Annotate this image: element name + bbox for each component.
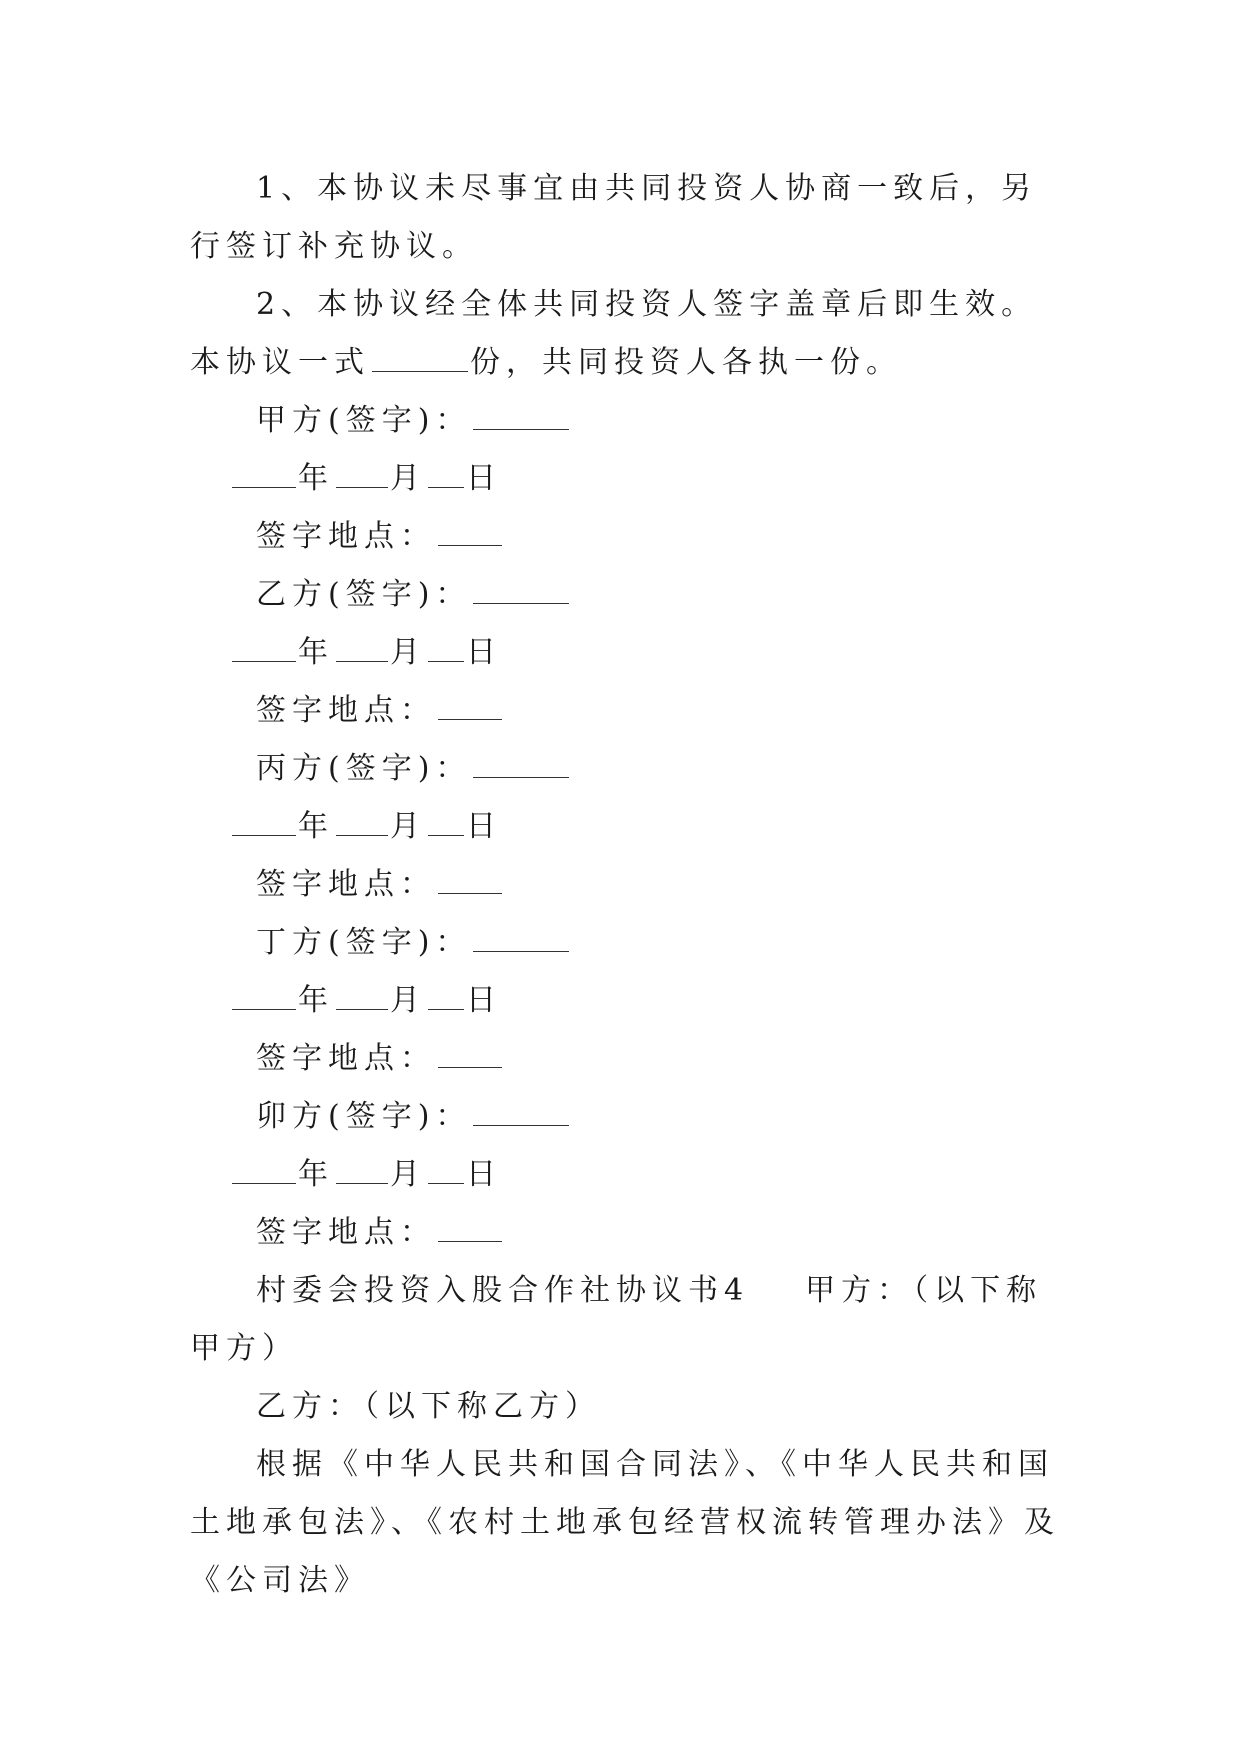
month-blank: [336, 1153, 388, 1184]
party-label: 甲方(签字)：: [256, 403, 472, 438]
day-label: 日: [466, 635, 502, 670]
clause-1: [190, 160, 1060, 276]
party-label: 乙方(签字)：: [256, 577, 472, 612]
year-blank: [232, 1153, 296, 1184]
month-blank: [336, 631, 388, 662]
signature-party-b: [190, 566, 1060, 624]
day-label: 日: [466, 1157, 502, 1192]
place-blank: [438, 1211, 502, 1242]
clause-2-text-b: 份，共同投资人各执一份。: [470, 345, 902, 380]
place-blank: [438, 863, 502, 894]
day-blank: [428, 457, 464, 488]
day-blank: [428, 1153, 464, 1184]
signature-blank: [473, 1095, 569, 1126]
place-label: 签字地点：: [256, 693, 436, 728]
signature-date-d: [190, 972, 1060, 1030]
year-blank: [232, 457, 296, 488]
party-label: 卯方(签字)：: [256, 1099, 472, 1134]
signature-party-a: [190, 392, 1060, 450]
signature-blank: [473, 573, 569, 604]
next-doc-basis: [190, 1436, 1060, 1610]
clause-2-text-a: 2、本协议经全体共同投资人签字盖章后即生效。本协议一式: [190, 287, 1038, 380]
place-blank: [438, 1037, 502, 1068]
year-label: 年: [298, 983, 334, 1018]
place-label: 签字地点：: [256, 1215, 436, 1250]
year-label: 年: [298, 635, 334, 670]
month-blank: [336, 457, 388, 488]
year-label: 年: [298, 809, 334, 844]
month-label: 月: [390, 983, 426, 1018]
signature-blank: [473, 921, 569, 952]
month-label: 月: [390, 461, 426, 496]
signature-date-e: [190, 1146, 1060, 1204]
signature-blank: [473, 747, 569, 778]
clause-2: [190, 276, 1060, 392]
month-label: 月: [390, 635, 426, 670]
document-page: [190, 160, 1060, 1610]
party-label: 丙方(签字)：: [256, 751, 472, 786]
signature-party-e: [190, 1088, 1060, 1146]
month-blank: [336, 979, 388, 1010]
place-label: 签字地点：: [256, 867, 436, 902]
place-label: 签字地点：: [256, 519, 436, 554]
signature-date-b: [190, 624, 1060, 682]
next-doc-basis-text: 根据《中华人民共和国合同法》、《中华人民共和国土地承包法》、《农村土地承包经营权流转管理办法》及《公司法》: [190, 1447, 1060, 1598]
place-blank: [438, 689, 502, 720]
year-blank: [232, 805, 296, 836]
signature-place-b: [190, 682, 1060, 740]
next-doc-title-line: [190, 1262, 1060, 1378]
day-blank: [428, 979, 464, 1010]
year-label: 年: [298, 461, 334, 496]
year-blank: [232, 979, 296, 1010]
month-label: 月: [390, 809, 426, 844]
copies-blank: [372, 341, 468, 372]
day-label: 日: [466, 983, 502, 1018]
month-label: 月: [390, 1157, 426, 1192]
signature-party-c: [190, 740, 1060, 798]
signature-place-e: [190, 1204, 1060, 1262]
signature-date-c: [190, 798, 1060, 856]
signature-blank: [473, 399, 569, 430]
signature-place-c: [190, 856, 1060, 914]
day-label: 日: [466, 461, 502, 496]
next-doc-title: 村委会投资入股合作社协议书4: [256, 1273, 750, 1308]
year-label: 年: [298, 1157, 334, 1192]
year-blank: [232, 631, 296, 662]
signature-date-a: [190, 450, 1060, 508]
month-blank: [336, 805, 388, 836]
next-doc-party-b: 乙方：（以下称乙方）: [256, 1389, 601, 1424]
day-label: 日: [466, 809, 502, 844]
clause-1-text: 1、本协议未尽事宜由共同投资人协商一致后，另行签订补充协议。: [190, 171, 1038, 264]
signature-place-d: [190, 1030, 1060, 1088]
party-label: 丁方(签字)：: [256, 925, 472, 960]
next-doc-party-a: 甲方：（以下称甲方）: [190, 1273, 1043, 1366]
signature-party-d: [190, 914, 1060, 972]
day-blank: [428, 631, 464, 662]
place-label: 签字地点：: [256, 1041, 436, 1076]
signature-place-a: [190, 508, 1060, 566]
place-blank: [438, 515, 502, 546]
day-blank: [428, 805, 464, 836]
next-doc-party-b-line: [190, 1378, 1060, 1436]
